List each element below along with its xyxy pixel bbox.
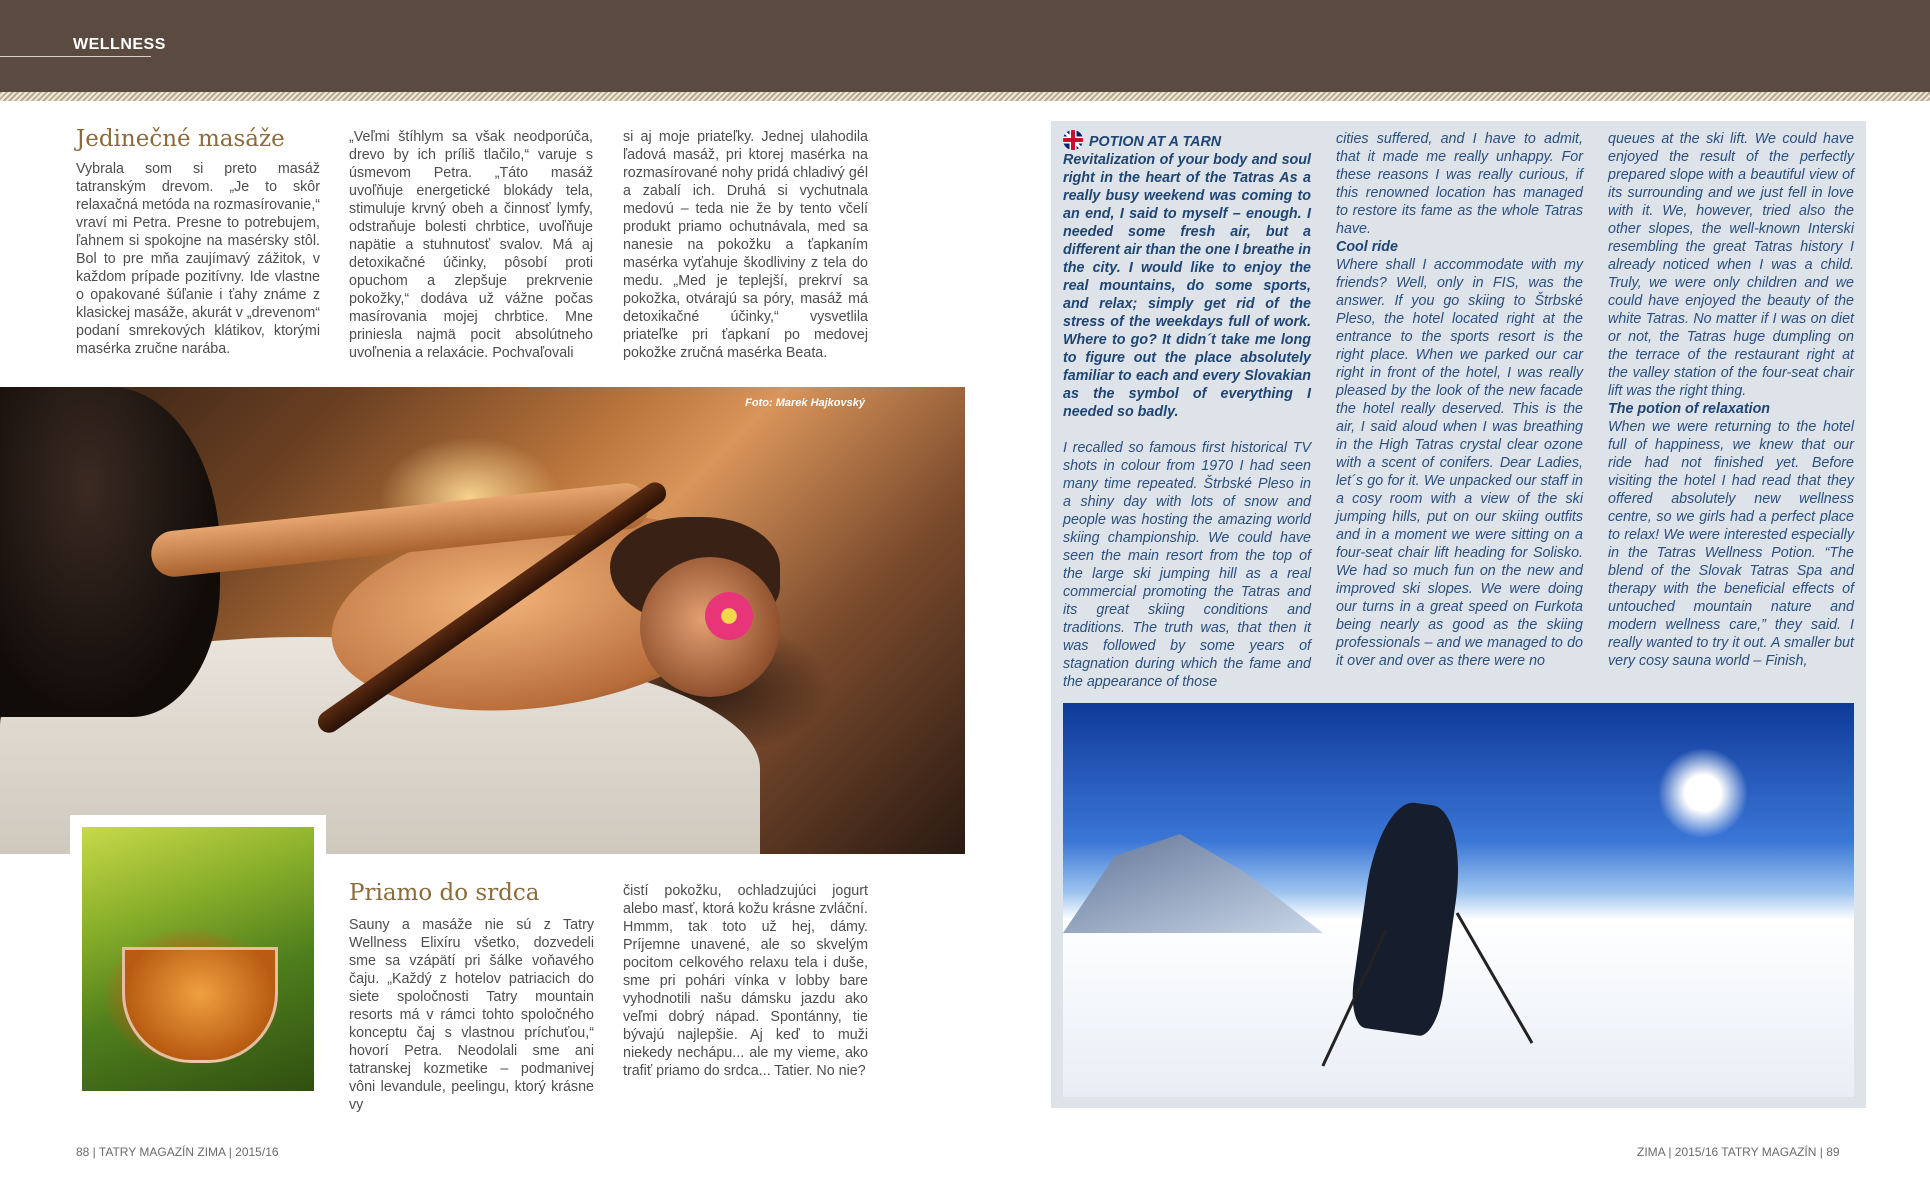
left-column-1: Vybrala som si preto masáž tatranským drevom. „Je to skôr relaxačná metóda na rozmasírovanie,“ vraví mi Petra. Presne to potrebujem, ľahnem si spokojne na masérsky stôl. Bol to pre mňa zaujímavý zážitok, v každom prípade pozitívny. Ide vlastne o opakované šúľanie i ťahy známe z klasickej masáže, akurát v „drevenom“ podaní smrekových klátikov, ktorými masérka zručne narába. — [76, 161, 320, 357]
english-lead: Revitalization of your body and soul right in the heart of the Tatras As a really busy weekend was coming to an end, I said to myself – enough. I needed some fresh air, but a different air than the one I breathe in the city. I would like to enjoy the real mountains, do some sports, and relax; simply get rid of the stress of the weekdays full of work. Where to go? It didn´t take me long to figure out the place absolutely familiar to each and every Slovakian as the symbol of everything I needed so badly. — [1063, 152, 1311, 420]
skiing-photo — [1063, 703, 1854, 1097]
right-page-folio: ZIMA | 2015/16 TATRY MAGAZÍN | 89 — [1637, 1145, 1840, 1159]
uk-flag-icon — [1063, 130, 1083, 150]
english-column-1-text: I recalled so famous first historical TV shots in colour from 1970 I had seen many time repeated. Štrbské Pleso in a shiny day with lots of snow and people was hosting the amazing world skiing championship. We could have seen the main resort from the top of the large ski jumping hill as a real commercial promoting the Tatras and its great skiing conditions and traditions. The truth was, that then it was followed by some years of stagnation during which the fame and the appearance of those — [1063, 440, 1311, 690]
english-title: POTION AT A TARN — [1089, 134, 1222, 150]
header-band — [0, 0, 1930, 92]
skier-shape — [1347, 798, 1468, 1038]
ski-pole-right — [1456, 912, 1534, 1043]
section-label: WELLNESS — [73, 36, 166, 53]
mountain-shape — [1063, 823, 1323, 933]
section-underline — [0, 56, 151, 57]
heading-unique-massages: Jedinečné masáže — [76, 126, 285, 152]
english-column-1 — [1063, 130, 1311, 691]
flower-shape — [705, 592, 753, 640]
tea-photo — [82, 827, 314, 1091]
left-column-3: si aj moje priateľky. Jednej ulahodila ľadová masáž, pri ktorej masérka na rozmasírované nohy pridá chladivý gél a zabalí ich. Druhá si vychutnala medovú – teda nie že by tento včelí produkt priamo ochutnávala, med sa nanesie na pokožku a ťapkaním masérka vyťahuje škodliviny z tela do medu. „Med je teplejší, prekrví sa pokožka, otvárajú sa póry, masáž má detoxikačné účinky,“ vysvetlila priateľke pri ťapkaní po medovej pokožke zručná masérka Beata. — [623, 129, 868, 361]
heading-cool-ride: Cool ride — [1336, 239, 1398, 255]
massage-photo — [0, 387, 965, 854]
tea-cup-shape — [122, 947, 278, 1063]
english-column-3 — [1608, 130, 1854, 670]
english-column-3-text-b: When we were returning to the hotel full of happiness, we knew that our ride had not finished yet. Before visiting the hotel I had read that they offered absolutely new wellness centre, so we girls had a perfect place to relax! We were interested especially in the Tatras Wellness Potion. “The blend of the Slovak Tatras Spa and therapy with the beneficial effects of untouched mountain nature and modern wellness care,” they said. I really wanted to try it out. A smaller but very cosy sauna world – Finish, — [1608, 419, 1854, 669]
left-column-4: Sauny a masáže nie sú z Tatry Wellness Elixíru všetko, dozvedeli sme sa vzápätí pri šálke voňavého čaju. „Každý z hotelov patriacich do siete spoločnosti Tatry mountain resorts má v rámci tohto spoločného konceptu čaj s vlastnou príchuťou,“ hovorí Petra. Neodolali sme ani tatranskej kozmetike – podmanivej vôni levandule, peelingu, ktorý krásne vy — [349, 917, 594, 1113]
heading-potion-of-relaxation: The potion of relaxation — [1608, 401, 1771, 417]
header-stripe-border — [0, 92, 1930, 101]
photo-credit: Foto: Marek Hajkovský — [745, 397, 865, 409]
english-column-2 — [1336, 130, 1583, 670]
heading-straight-to-heart: Priamo do srdca — [349, 880, 540, 906]
left-column-2: „Veľmi štíhlym sa však neodporúča, drevo by ich príliš tlačilo,“ varuje s úsmevom Petra. „Táto masáž uvoľňuje energetické blokády tela, stimuluje krvný obeh a činnosť lymfy, odstraňuje bolesti chrbtice, uvoľňuje napätie a stuhnutosť svalov. Má aj detoxikačné účinky, pôsobí proti opuchom a zlepšuje prekrvenie pokožky,“ dodáva už vážne počas masírovania mojej chrbtice. Mne priniesla najmä pocit absolútneho uvoľnenia a relaxácie. Pochvaľovali — [349, 129, 593, 361]
left-column-5: čistí pokožku, ochladzujúci jogurt alebo masť, ktorá kožu krásne zvláční. Hmmm, tak toto už hej, dámy. Príjemne unavené, ale so skvelým pocitom celkového relaxu tela i duše, sme pri pohári vínka v lobby bare vyhodnotili našu dámsku jazdu ako veľmi dobrý nápad. Spontánny, tie bývajú najlepšie. Aj keď to muži niekedy nechápu... ale my vieme, ako trafiť priamo do srdca... Tatier. No nie? — [623, 883, 868, 1079]
english-column-2-text-b: Where shall I accommodate with my friends? Well, only in FIS, was the answer. If you go skiing to Štrbské Pleso, the hotel located right at the entrance to the sports resort is the right place. When we parked our car right in front of the hotel, I was really pleased by the look of the new facade the hotel really deserved. This is the air, I said aloud when I was breathing in the High Tatras crystal clear ozone with a scent of conifers. Dear Ladies, let´s go for it. We unpacked our staff in a cosy room with a view of the ski jumping hills, put on our skiing outfits and in a moment we were sitting on a four-seat chair lift heading for Solisko. We had so much fun on the new and improved ski slopes. We were doing our turns in a great speed on Furkota being nearly as good as the skiing professionals – and we managed to do it over and over as there were no — [1336, 257, 1583, 669]
left-page-folio: 88 | TATRY MAGAZÍN ZIMA | 2015/16 — [76, 1145, 279, 1159]
english-column-3-text-a: queues at the ski lift. We could have enjoyed the result of the perfectly prepared slope with a beautiful view of its surrounding and we just fell in love with it. We, however, tried also the other slopes, the well-known Interski resembling the great Tatras history I already noticed when I was a child. Truly, we were only children and we could have enjoyed the beauty of the white Tatras. No matter if I was on diet or not, the Tatras huge dumpling on the terrace of the restaurant right at the valley station of the four-seat chair lift was the right thing. — [1608, 131, 1854, 399]
english-column-2-text-a: cities suffered, and I have to admit, that it made me really unhappy. For these reasons I was really curious, if this renowned location has managed to restore its fame as the whole Tatras have. — [1336, 131, 1583, 237]
english-title-row — [1063, 130, 1311, 151]
